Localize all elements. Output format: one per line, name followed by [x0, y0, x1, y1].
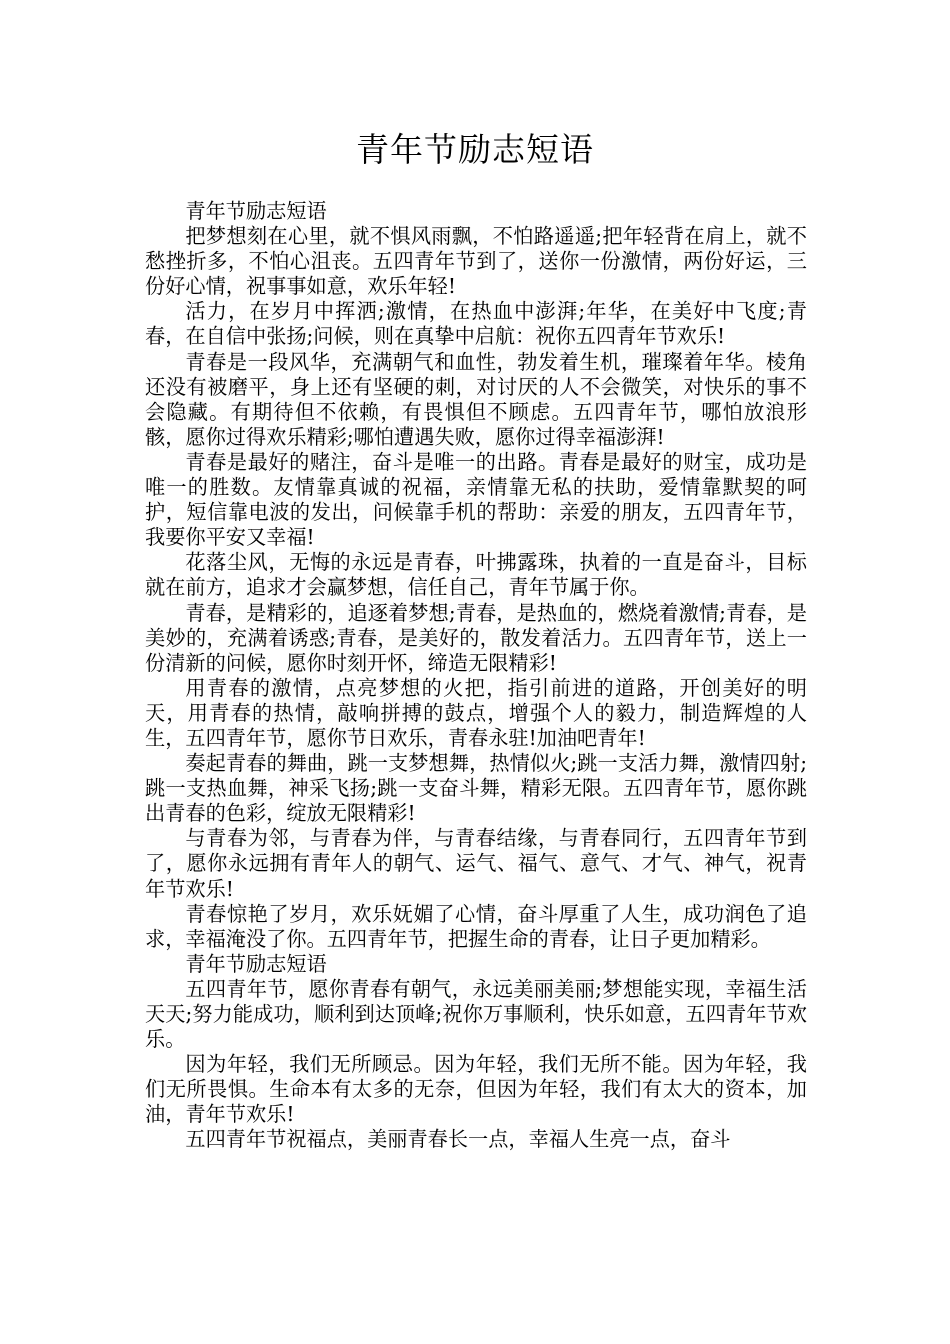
paragraph: 青春，是精彩的，追逐着梦想;青春，是热血的，燃烧着激情;青春，是美妙的，充满着诱惑;青春，是美好的，散发着活力。五四青年节，送上一份清新的问候，愿你时刻开怀，缔造无限精彩! — [145, 600, 807, 675]
paragraph: 把梦想刻在心里，就不惧风雨飘，不怕路遥遥;把年轻背在肩上，就不愁挫折多，不怕心沮丧。五四青年节到了，送你一份激情，两份好运，三份好心情，祝事事如意，欢乐年轻! — [145, 224, 807, 299]
paragraph: 青春是一段风华，充满朝气和血性，勃发着生机，璀璨着年华。棱角还没有被磨平，身上还有坚硬的刺，对讨厌的人不会微笑，对快乐的事不会隐藏。有期待但不依赖，有畏惧但不顾虑。五四青年节，哪怕放浪形骸，愿你过得欢乐精彩;哪怕遭遇失败，愿你过得幸福澎湃! — [145, 349, 807, 449]
paragraph: 青年节励志短语 — [185, 951, 327, 976]
paragraph: 用青春的激情，点亮梦想的火把，指引前进的道路，开创美好的明天，用青春的热情，敲响拼搏的鼓点，增强个人的毅力，制造辉煌的人生，五四青年节，愿你节日欢乐，青春永驻!加油吧青年! — [145, 675, 807, 750]
paragraph: 五四青年节祝福点，美丽青春长一点，幸福人生亮一点，奋斗 — [185, 1127, 731, 1152]
paragraph: 奏起青春的舞曲，跳一支梦想舞，热情似火;跳一支活力舞，激情四射;跳一支热血舞，神采飞扬;跳一支奋斗舞，精彩无限。五四青年节，愿你跳出青春的色彩，绽放无限精彩! — [145, 751, 807, 826]
document-title: 青年节励志短语 — [356, 130, 594, 169]
paragraph: 活力，在岁月中挥洒;激情，在热血中澎湃;年华，在美好中飞度;青春，在自信中张扬;问候，则在真挚中启航：祝你五四青年节欢乐! — [145, 299, 807, 349]
paragraph: 青春是最好的赌注，奋斗是唯一的出路。青春是最好的财宝，成功是唯一的胜数。友情靠真诚的祝福，亲情靠无私的扶助，爱情靠默契的呵护，短信靠电波的发出，问候靠手机的帮助：亲爱的朋友，五四青年节，我要你平安又幸福! — [145, 449, 807, 550]
document-body — [145, 199, 807, 1153]
paragraph: 因为年轻，我们无所顾忌。因为年轻，我们无所不能。因为年轻，我们无所畏惧。生命本有太多的无奈，但因为年轻，我们有太大的资本，加油，青年节欢乐! — [145, 1052, 807, 1127]
paragraph: 与青春为邻，与青春为伴，与青春结缘，与青春同行，五四青年节到了，愿你永远拥有青年人的朝气、运气、福气、意气、才气、神气，祝青年节欢乐! — [145, 826, 807, 901]
paragraph: 花落尘风，无悔的永远是青春，叶拂露珠，执着的一直是奋斗，目标就在前方，追求才会赢梦想，信任自己，青年节属于你。 — [145, 550, 807, 600]
paragraph: 青春惊艳了岁月，欢乐妩媚了心情，奋斗厚重了人生，成功润色了追求，幸福淹没了你。五四青年节，把握生命的青春，让日子更加精彩。 — [145, 901, 807, 951]
paragraph: 青年节励志短语 — [185, 199, 327, 223]
paragraph: 五四青年节，愿你青春有朝气，永远美丽美丽;梦想能实现，幸福生活天天;努力能成功，顺利到达顶峰;祝你万事顺利，快乐如意，五四青年节欢乐。 — [145, 976, 807, 1052]
